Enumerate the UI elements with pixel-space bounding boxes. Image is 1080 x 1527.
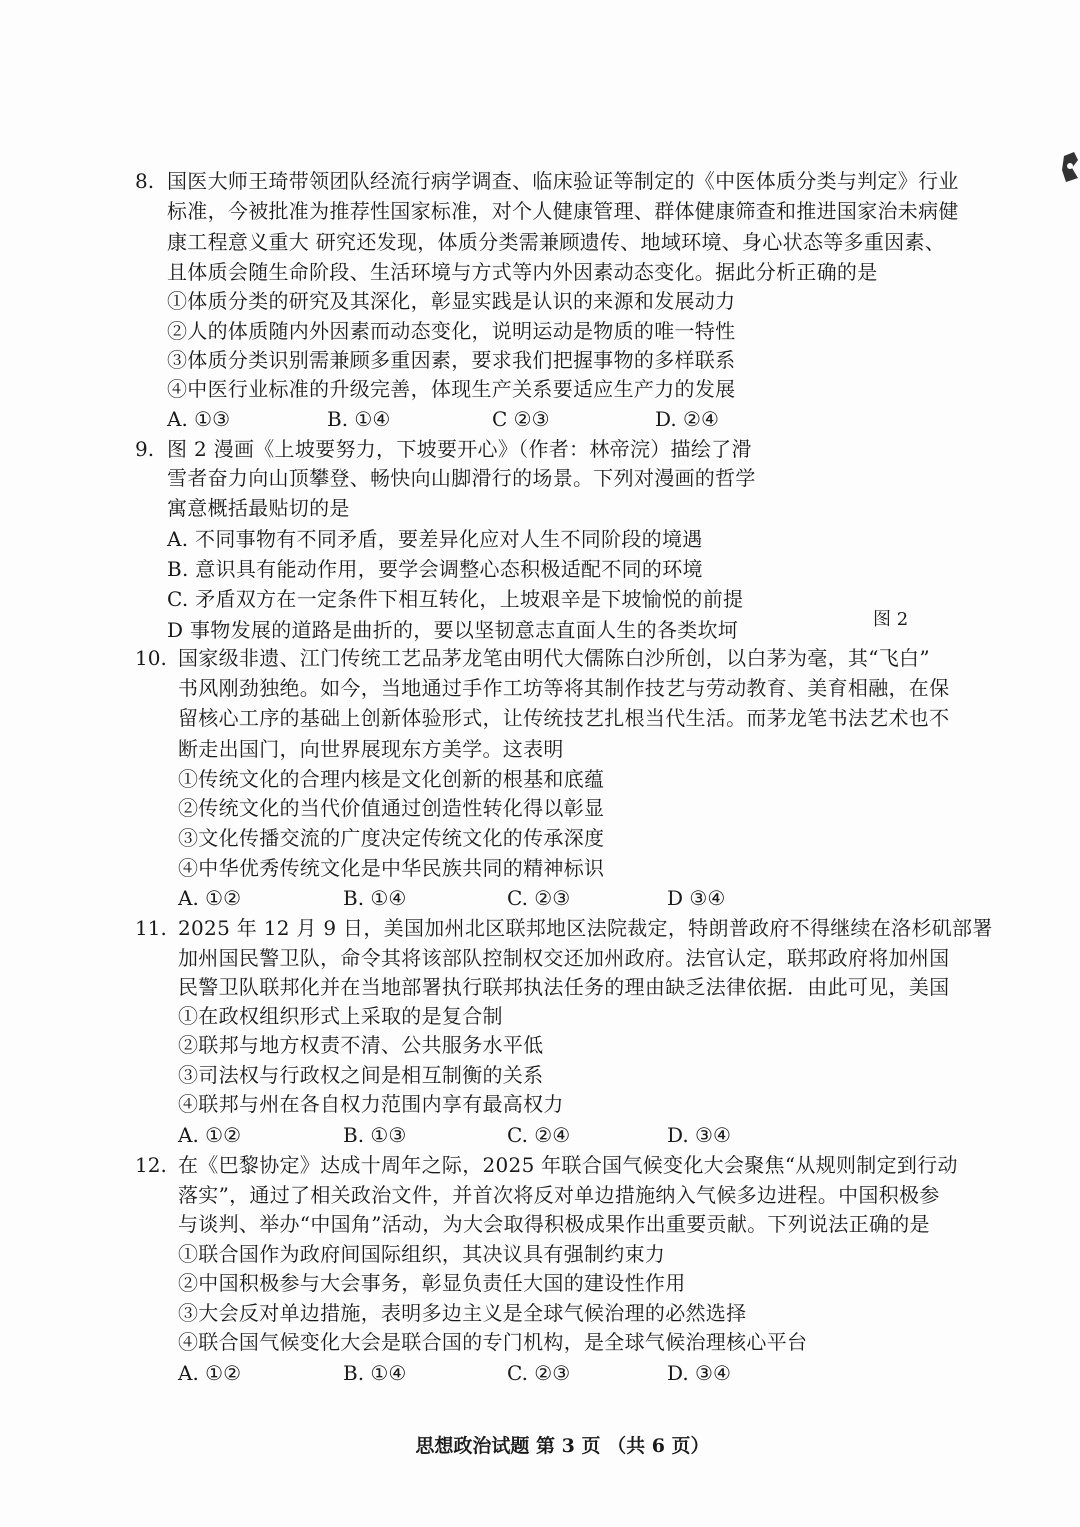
question-stem-line: 与谈判、举办“中国角”活动，为大会取得积极成果作出重要贡献。下列说法正确的是 — [178, 1212, 930, 1236]
question-number: 9. — [135, 437, 155, 461]
answer-choice-b: B. ①③ — [343, 1123, 407, 1147]
answer-choice-c: C. ②③ — [507, 1361, 571, 1385]
answer-choice-a: A. ①② — [178, 1361, 242, 1385]
answer-choice-b: B. ①④ — [343, 886, 407, 910]
binding-mark-icon — [1060, 148, 1080, 188]
question-number: 10. — [135, 646, 167, 670]
question-stem-line: 断走出国门，向世界展现东方美学。这表明 — [178, 737, 564, 761]
question-stem-line: 2025 年 12 月 9 日，美国加州北区联邦地区法院裁定，特朗普政府不得继续在洛杉矶部署 — [178, 916, 993, 940]
page-footer: 思想政治试题 第 3 页 （共 6 页） — [415, 1435, 710, 1457]
statement-option: ①传统文化的合理内核是文化创新的根基和底蕴 — [178, 767, 605, 791]
statement-option: ①体质分类的研究及其深化，彰显实践是认识的来源和发展动力 — [167, 289, 736, 313]
statement-option: ④中华优秀传统文化是中华民族共同的精神标识 — [178, 856, 605, 880]
statement-option: A. 不同事物有不同矛盾，要差异化应对人生不同阶段的境遇 — [167, 527, 703, 551]
answer-choice-c: C. ②④ — [507, 1123, 571, 1147]
answer-choice-d: D ③④ — [667, 886, 726, 910]
answer-choice-c: C. ②③ — [507, 886, 571, 910]
question-number: 11. — [135, 916, 167, 940]
question-stem-line: 民警卫队联邦化并在当地部署执行联邦执法任务的理由缺乏法律依据．由此可见，美国 — [178, 975, 950, 999]
statement-option: ①联合国作为政府间国际组织，其决议具有强制约束力 — [178, 1242, 666, 1266]
question-stem-line: 且体质会随生命阶段、生活环境与方式等内外因素动态变化。据此分析正确的是 — [167, 260, 878, 284]
answer-choice-a: A. ①② — [178, 1123, 242, 1147]
figure-2-label: 图 2 — [873, 609, 909, 630]
question-number: 12. — [135, 1153, 167, 1177]
answer-choice-b: B. ①④ — [327, 407, 391, 431]
question-stem-line: 寓意概括最贴切的是 — [167, 496, 350, 520]
question-stem-line: 康工程意义重大 研究还发现，体质分类需兼顾遗传、地域环境、身心状态等多重因素、 — [167, 230, 946, 254]
statement-option: ③体质分类识别需兼顾多重因素，要求我们把握事物的多样联系 — [167, 348, 736, 372]
answer-choice-a: A. ①③ — [167, 407, 231, 431]
question-stem-line: 图 2 漫画《上坡要努力，下坡要开心》（作者：林帝浣）描绘了滑 — [167, 437, 752, 461]
statement-option: ③司法权与行政权之间是相互制衡的关系 — [178, 1063, 544, 1087]
statement-option: ②人的体质随内外因素而动态变化，说明运动是物质的唯一特性 — [167, 319, 736, 343]
question-stem-line: 落实”，通过了相关政治文件，并首次将反对单边措施纳入气候多边进程。中国积极参 — [178, 1183, 940, 1207]
answer-choice-a: A. ①② — [178, 886, 242, 910]
question-number: 8. — [135, 169, 155, 193]
question-stem-line: 留核心工序的基础上创新体验形式，让传统技艺扎根当代生活。而茅龙笔书法艺术也不 — [178, 706, 950, 730]
statement-option: B. 意识具有能动作用，要学会调整心态积极适配不同的环境 — [167, 557, 703, 581]
answer-choice-b: B. ①④ — [343, 1361, 407, 1385]
question-stem-line: 加州国民警卫队，命令其将该部队控制权交还加州政府。法官认定，联邦政府将加州国 — [178, 946, 950, 970]
statement-option: ④中医行业标准的升级完善，体现生产关系要适应生产力的发展 — [167, 377, 736, 401]
statement-option: ④联邦与州在各自权力范围内享有最高权力 — [178, 1092, 564, 1116]
question-stem-line: 书风刚劲独绝。如今，当地通过手作工坊等将其制作技艺与劳动教育、美育相融，在保 — [178, 676, 950, 700]
question-stem-line: 雪者奋力向山顶攀登、畅快向山脚滑行的场景。下列对漫画的哲学 — [167, 466, 756, 490]
answer-choice-d: D. ③④ — [667, 1361, 731, 1385]
statement-option: ③文化传播交流的广度决定传统文化的传承深度 — [178, 826, 605, 850]
question-stem-line: 国医大师王琦带领团队经流行病学调查、临床验证等制定的《中医体质分类与判定》行业 — [167, 169, 959, 193]
statement-option: ②联邦与地方权责不清、公共服务水平低 — [178, 1033, 544, 1057]
answer-choice-d: D. ③④ — [667, 1123, 731, 1147]
question-stem-line: 在《巴黎协定》达成十周年之际，2025 年联合国气候变化大会聚焦“从规则制定到行动 — [178, 1153, 958, 1177]
answer-choice-d: D. ②④ — [655, 407, 719, 431]
question-stem-line: 国家级非遗、江门传统工艺品茅龙笔由明代大儒陈白沙所创，以白茅为毫，其“飞白” — [178, 646, 930, 670]
statement-option: C. 矛盾双方在一定条件下相互转化，上坡艰辛是下坡愉悦的前提 — [167, 587, 744, 611]
statement-option: ②传统文化的当代价值通过创造性转化得以彰显 — [178, 796, 605, 820]
answer-choice-c: C ②③ — [492, 407, 550, 431]
question-stem-line: 标准，今被批准为推荐性国家标准，对个人健康管理、群体健康筛查和推进国家治未病健 — [167, 199, 959, 223]
statement-option: ①在政权组织形式上采取的是复合制 — [178, 1004, 503, 1028]
statement-option: ②中国积极参与大会事务，彰显负责任大国的建设性作用 — [178, 1271, 686, 1295]
statement-option: ③大会反对单边措施，表明多边主义是全球气候治理的必然选择 — [178, 1301, 747, 1325]
statement-option: ④联合国气候变化大会是联合国的专门机构，是全球气候治理核心平台 — [178, 1330, 808, 1354]
statement-option: D 事物发展的道路是曲折的，要以坚韧意志直面人生的各类坎坷 — [167, 618, 739, 642]
